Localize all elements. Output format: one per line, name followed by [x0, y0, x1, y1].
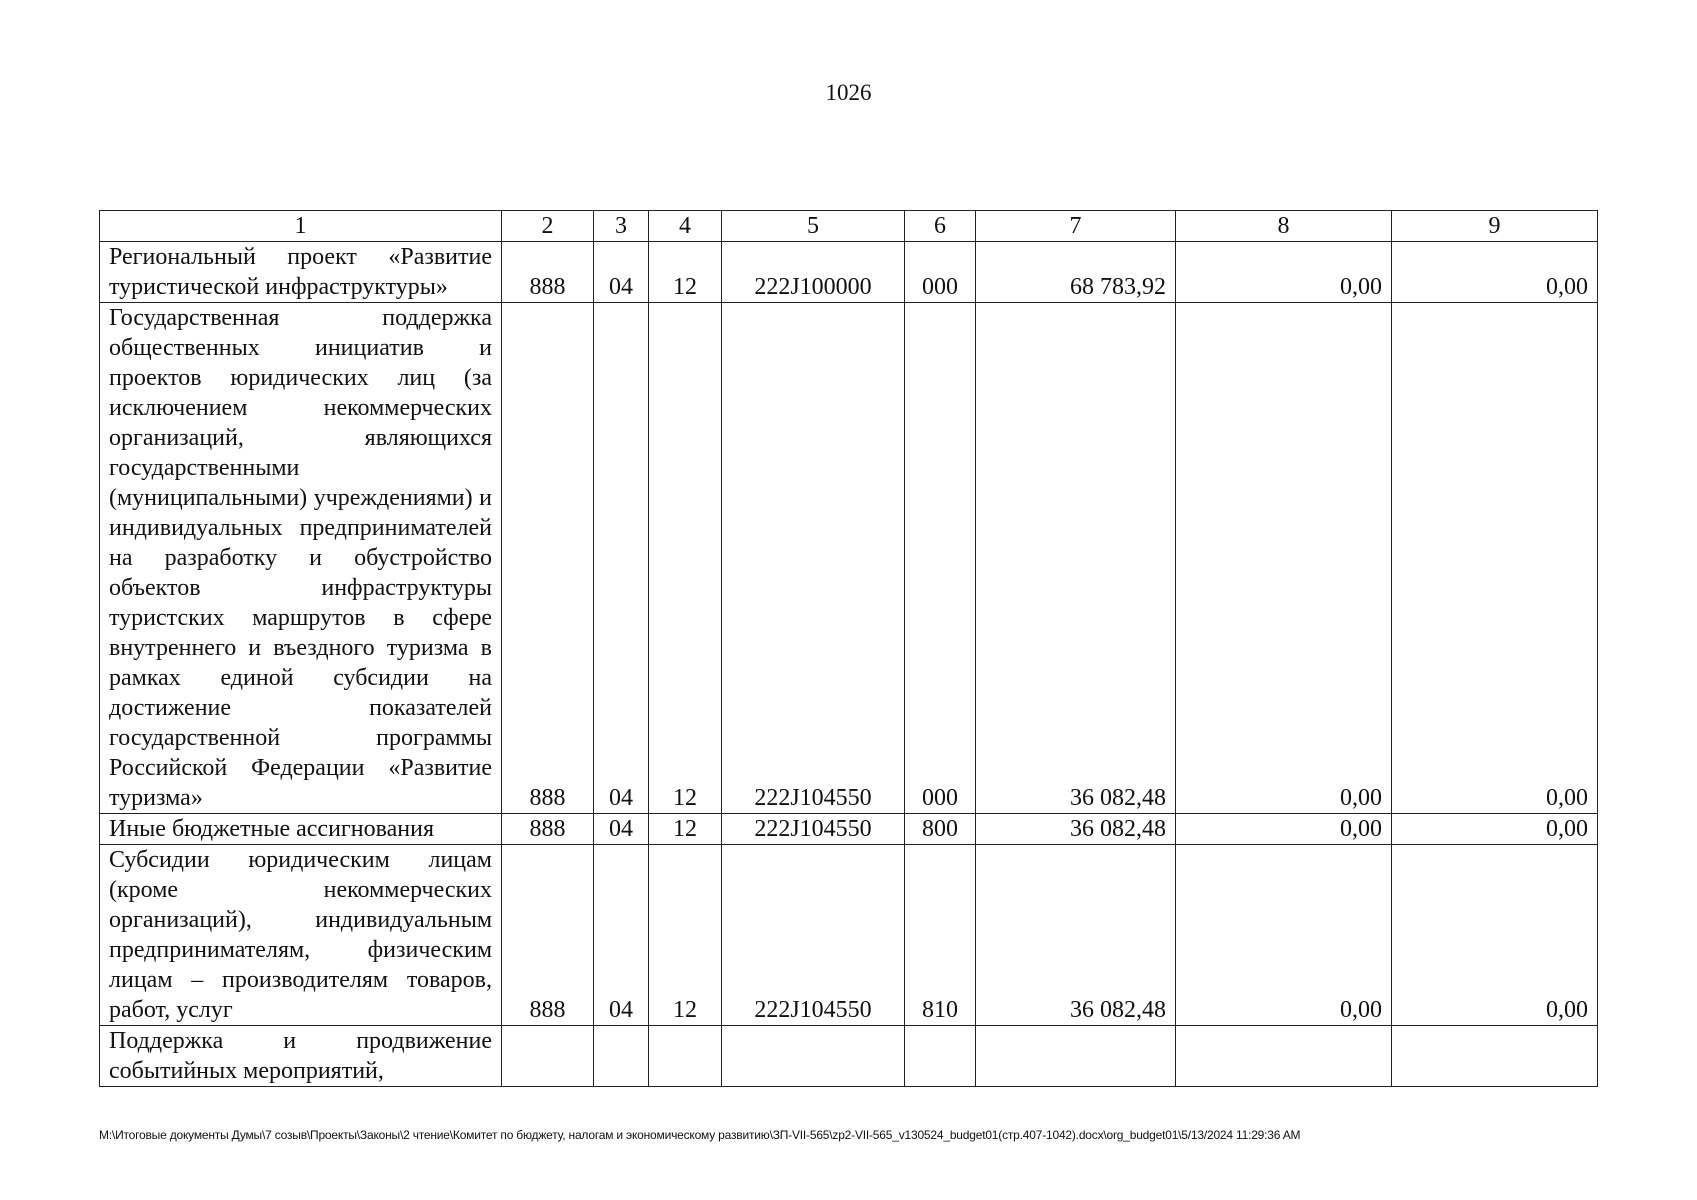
cell-code-2: 888 [502, 242, 594, 303]
cell-code-5: 222J104550 [722, 845, 905, 1026]
cell-amount-8: 0,00 [1176, 242, 1392, 303]
cell-code-3: 04 [594, 845, 649, 1026]
cell-amount-8: 0,00 [1176, 303, 1392, 814]
row-name: Субсидии юридическим лицам (кроме некоммерческих организаций), индивидуальным предпринимателям, физическим лицам – производителям товаров, работ, услуг [100, 845, 502, 1026]
column-header: 3 [594, 211, 649, 242]
cell-amount-8 [1176, 1026, 1392, 1087]
cell-amount-7: 36 082,48 [976, 845, 1176, 1026]
cell-amount-7 [976, 1026, 1176, 1087]
cell-code-4: 12 [649, 814, 722, 845]
cell-code-3: 04 [594, 814, 649, 845]
cell-code-5: 222J100000 [722, 242, 905, 303]
cell-amount-7: 36 082,48 [976, 814, 1176, 845]
budget-table [99, 210, 1598, 1087]
cell-code-6 [905, 1026, 976, 1087]
page-number: 1026 [825, 80, 872, 105]
table-row [100, 242, 1598, 303]
column-header: 7 [976, 211, 1176, 242]
cell-amount-8: 0,00 [1176, 845, 1392, 1026]
row-name: Поддержка и продвижение событийных мероприятий, [100, 1026, 502, 1087]
cell-amount-9: 0,00 [1392, 845, 1598, 1026]
row-name: Государственная поддержка общественных инициатив и проектов юридических лиц (за исключением некоммерческих организаций, являющихся государственными (муниципальными) учреждениями) и индивидуальных предпринимателей на разработку и обустройство объектов инфраструктуры туристских маршрутов в сфере внутреннего и въездного туризма в рамках единой субсидии на достижение показателей государственной программы Российской Федерации «Развитие туризма» [100, 303, 502, 814]
cell-code-4: 12 [649, 303, 722, 814]
cell-code-3 [594, 1026, 649, 1087]
row-name: Иные бюджетные ассигнования [100, 814, 502, 845]
cell-code-2: 888 [502, 814, 594, 845]
cell-amount-8: 0,00 [1176, 814, 1392, 845]
cell-code-2: 888 [502, 303, 594, 814]
cell-code-2 [502, 1026, 594, 1087]
cell-code-6: 000 [905, 242, 976, 303]
cell-code-6: 000 [905, 303, 976, 814]
cell-amount-7: 36 082,48 [976, 303, 1176, 814]
cell-amount-9: 0,00 [1392, 242, 1598, 303]
column-header: 5 [722, 211, 905, 242]
cell-code-6: 800 [905, 814, 976, 845]
column-header: 6 [905, 211, 976, 242]
column-header: 8 [1176, 211, 1392, 242]
column-header: 2 [502, 211, 594, 242]
column-header: 4 [649, 211, 722, 242]
column-header: 1 [100, 211, 502, 242]
table-row [100, 814, 1598, 845]
row-name: Региональный проект «Развитие туристической инфраструктуры» [100, 242, 502, 303]
cell-amount-7: 68 783,92 [976, 242, 1176, 303]
cell-code-6: 810 [905, 845, 976, 1026]
cell-code-3: 04 [594, 242, 649, 303]
cell-code-2: 888 [502, 845, 594, 1026]
cell-code-4: 12 [649, 845, 722, 1026]
table-row [100, 845, 1598, 1026]
cell-code-4: 12 [649, 242, 722, 303]
table-header-row [100, 211, 1598, 242]
cell-code-5 [722, 1026, 905, 1087]
cell-code-3: 04 [594, 303, 649, 814]
cell-amount-9: 0,00 [1392, 814, 1598, 845]
cell-code-4 [649, 1026, 722, 1087]
table-row [100, 303, 1598, 814]
cell-amount-9 [1392, 1026, 1598, 1087]
cell-code-5: 222J104550 [722, 814, 905, 845]
cell-code-5: 222J104550 [722, 303, 905, 814]
cell-amount-9: 0,00 [1392, 303, 1598, 814]
column-header: 9 [1392, 211, 1598, 242]
document-file-path: M:\Итоговые документы Думы\7 созыв\Проекты\Законы\2 чтение\Комитет по бюджету, налогам и экономическому развитию\ЗП-VII-565\zp2-VII-565_v130524_budget01(стр.407-1042).docx\org_budget01\5/13/2024 11:29:36 AM [99, 1128, 1301, 1142]
table-row [100, 1026, 1598, 1087]
